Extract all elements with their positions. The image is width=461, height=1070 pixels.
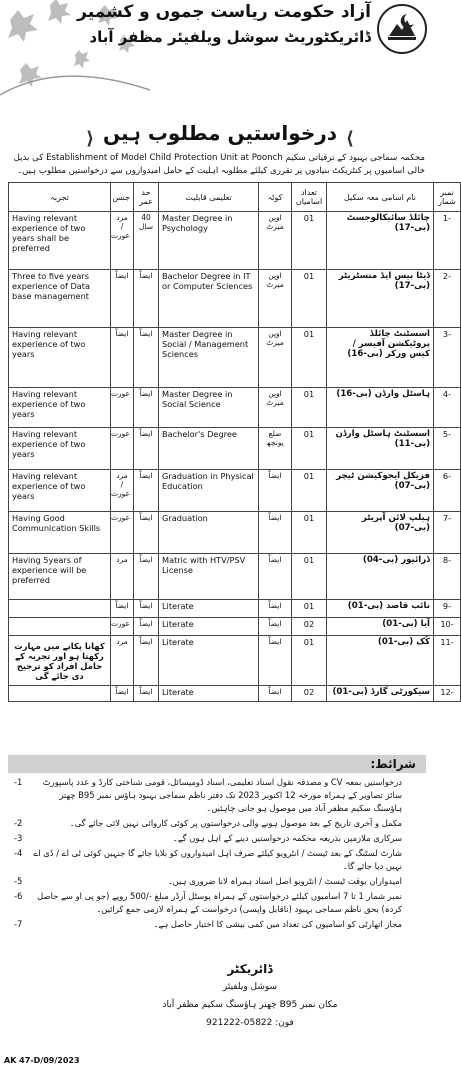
condition-item [8,817,426,830]
post-cell: ڈرائیور (بی-04) [327,554,434,600]
post-cell: ہاسٹل وارڈن (بی-16) [327,388,434,428]
condition-item [8,875,426,888]
experience-cell [9,686,111,702]
sex-cell: ایضاً [111,686,134,702]
header-post: نام اسامی معہ سکیل [327,183,434,212]
age-cell: ایضاً [134,618,159,636]
number-cell: 1- [434,212,461,270]
experience-cell: Having relevant experience of two years shall be preferred [9,212,111,270]
quota-cell: ایضاً [259,600,292,618]
experience-cell: Having 5years of experience will be preferred [9,554,111,600]
number-cell: 3- [434,328,461,388]
experience-cell: Having relevant experience of two years [9,470,111,512]
age-cell: ایضاً [134,470,159,512]
qualification-cell: Master Degree in Social Science [159,388,259,428]
table-row [9,470,461,512]
age-cell: ایضاً [134,270,159,328]
conditions-list [8,776,426,933]
experience-cell [9,600,111,618]
qualification-cell: Literate [159,686,259,702]
age-cell: ایضاً [134,428,159,470]
experience-cell: Having relevant experience of two years [9,428,111,470]
sex-cell: عورت [111,618,134,636]
experience-cell [9,618,111,636]
qualification-cell: Bachelor Degree in IT or Computer Sciences [159,270,259,328]
age-cell: ایضاً [134,388,159,428]
condition-number: -5 [14,876,23,886]
sex-cell: ایضاً [111,600,134,618]
number-cell: 9- [434,600,461,618]
table-row [9,428,461,470]
qualification-cell: Graduation in Physical Education [159,470,259,512]
condition-item [8,776,426,815]
qualification-cell: Literate [159,636,259,686]
table-row [9,600,461,618]
intro-paragraph: محکمہ سماجی بہبود کے ترقیاتی سکیم Establishment of Model Child Protection Unit at Poonch کی بذیل خالی اسامیوں پر کنٹریکٹ بنیادوں پر تقرری کیلئے مطلوبہ اہلیت کے حامل امیدواروں سے درخواستیں مطلوب ہیں۔ [13,153,425,176]
condition-number: -4 [14,848,23,858]
table-row [9,686,461,702]
condition-text: مکمل و آخری تاریخ کے بعد موصول ہونے والی درخواستوں پر کوئی کاروائی نہیں لائی جائے گی۔ [69,818,402,828]
age-cell: ایضاً [134,686,159,702]
ad-code: AK 47-D/09/2023 [4,1056,80,1065]
sex-cell: ایضاً [111,328,134,388]
post-cell: اسسٹنٹ ہاسٹل وارڈن (بی-11) [327,428,434,470]
count-cell: 01 [292,470,327,512]
quota-cell: اوپن میرٹ [259,270,292,328]
header-count: تعداد اسامیاں [292,183,327,212]
qualification-cell: Graduation [159,512,259,554]
quota-cell: ضلع پونچھ [259,428,292,470]
count-cell: 01 [292,428,327,470]
condition-text: سرکاری ملازمین بذریعہ محکمہ درخواستیں دینے کے اہل ہوں گے۔ [172,833,402,843]
count-cell: 01 [292,512,327,554]
number-cell: 2- [434,270,461,328]
quota-cell: اوپن میرٹ [259,212,292,270]
sex-cell: مرد [111,554,134,600]
sex-cell: مرد / عورت [111,212,134,270]
directorate-title: ڈائریکٹوریٹ سوشل ویلفیئر مظفر آباد [89,28,371,46]
qualification-cell: Bachelor's Degree [159,428,259,470]
table-row [9,388,461,428]
count-cell: 01 [292,328,327,388]
quota-cell: ایضاً [259,554,292,600]
post-cell: آیا (بی-01) [327,618,434,636]
post-cell: سیکورٹی گارڈ (بی-01) [327,686,434,702]
sex-cell: ایضاً [111,270,134,328]
banner-title: درخواستیں مطلوب ہیں [102,121,338,145]
condition-item [8,890,426,916]
condition-item [8,847,426,873]
condition-number: -6 [14,891,23,901]
condition-text: مجاز اتھارٹی کو اسامیوں کی تعداد میں کمی بیشی کا اختیار حاصل ہے۔ [153,919,402,929]
quota-cell: ایضاً [259,470,292,512]
quota-cell: ایضاً [259,512,292,554]
header-qualification: تعلیمی قابلیت [159,183,259,212]
sex-cell: عورت [111,428,134,470]
number-cell: 4- [434,388,461,428]
quota-cell: ایضاً [259,618,292,636]
table-row [9,636,461,686]
post-cell: نائب قاصد (بی-01) [327,600,434,618]
header-sex: جنس [111,183,134,212]
header-number: نمبر شمار [434,183,461,212]
count-cell: 01 [292,636,327,686]
count-cell: 01 [292,600,327,618]
post-cell: چائلڈ سائیکالوجسٹ (بی-17) [327,212,434,270]
age-cell: 40 سال [134,212,159,270]
experience-cell: کھانا پکانے میں مہارت رکھتا ہو اور تجربہ کے حامل افراد کو ترجیح دی جائے گی [9,636,111,686]
post-cell: فزیکل ایجوکیشن ٹیچر (بی-07) [327,470,434,512]
condition-item [8,918,426,931]
number-cell: 6- [434,470,461,512]
signatory-dept: سوشل ویلفیئر [222,982,278,992]
sex-cell: مرد / عورت [111,470,134,512]
signatory-title: ڈائریکٹر [227,962,273,976]
number-cell: 11- [434,636,461,686]
quota-cell: ایضاً [259,636,292,686]
count-cell: 01 [292,270,327,328]
header-age: حد عمر [134,183,159,212]
age-cell: ایضاً [134,512,159,554]
conditions-heading [8,755,426,773]
count-cell: 01 [292,388,327,428]
condition-item [8,832,426,845]
experience-cell: Three to five years experience of Data base management [9,270,111,328]
table-row [9,512,461,554]
condition-number: -2 [14,818,23,828]
experience-cell: Having relevant experience of two years [9,328,111,388]
signatory-phone: فون: 05822-921222 [206,1018,294,1028]
condition-number: -7 [14,919,23,929]
condition-text: درخواستیں بمعہ CV و مصدقہ نقول اسناد تعلیمی، اسناد ڈومیسائل، قومی شناختی کارڈ و عدد پاسپورٹ سائز تصاویر کے ہمراہ مورخہ 12 اکتوبر 2023 تک دفتر ناظم سماجی بہبود ہاؤس نمبر B95 چھتر ہاؤسنگ سکیم مظفر آباد میں موصول ہو جانی چاہئیں۔ [42,777,402,813]
count-cell: 02 [292,686,327,702]
header-quota: کوٹہ [259,183,292,212]
age-cell: ایضاً [134,600,159,618]
count-cell: 02 [292,618,327,636]
signatory-address: مکان نمبر B95 چھتر ہاؤسنگ سکیم مظفر آباد [162,1000,338,1010]
post-cell: ڈیٹا بیس ایڈ منسٹریٹر (بی-17) [327,270,434,328]
number-cell: 10- [434,618,461,636]
age-cell: ایضاً [134,554,159,600]
number-cell: 7- [434,512,461,554]
number-cell: 12- [434,686,461,702]
experience-cell: Having Good Communication Skills [9,512,111,554]
sex-cell: عورت [111,512,134,554]
count-cell: 01 [292,554,327,600]
quota-cell: ایضاً [259,686,292,702]
count-cell: 01 [292,212,327,270]
qualification-cell: Matric with HTV/PSV License [159,554,259,600]
qualification-cell: Literate [159,600,259,618]
condition-text: نمبر شمار 1 تا 7 اسامیوں کیلئے درخواستوں کے ہمراہ پوسٹل آرڈر مبلغ -/500 روپے (جو پی او سے حاصل کردہ) بحق ناظم سماجی بہبود (ناقابل واپسی) درخواست کے ہمراہ لازمی جمع کرائیں۔ [37,891,402,914]
condition-text: شارٹ لسٹنگ کے بعد ٹیسٹ / انٹرویو کیلئے صرف اہل امیدواروں کو بلایا جائے گا جنہیں کوئی ٹی اے / ڈی اے نہیں دیا جائے گا۔ [33,848,402,871]
table-row [9,270,461,328]
condition-number: -3 [14,833,23,843]
qualification-cell: Master Degree in Social / Management Sciences [159,328,259,388]
sex-cell: مرد [111,636,134,686]
age-cell: ایضاً [134,328,159,388]
header-experience: تجربہ [9,183,111,212]
quota-cell: اوپن میرٹ [259,328,292,388]
ornament-left-icon: ⟨ [86,128,95,149]
table-header-row [9,183,461,212]
table-row [9,212,461,270]
signature-block [150,960,350,1032]
number-cell: 5- [434,428,461,470]
condition-number: -1 [14,777,23,787]
experience-cell: Having relevant experience of two years [9,388,111,428]
post-cell: ہیلپ لائن آپریٹر (بی-07) [327,512,434,554]
table-row [9,618,461,636]
post-cell: کُک (بی-01) [327,636,434,686]
table-row [9,554,461,600]
state-emblem-logo [377,4,427,54]
conditions-title: شرائط: [370,757,416,771]
quota-cell: اوپن میرٹ [259,388,292,428]
number-cell: 8- [434,554,461,600]
qualification-cell: Master Degree in Psychology [159,212,259,270]
header [0,0,433,100]
ornament-right-icon: ⟩ [345,128,354,149]
table-row [9,328,461,388]
government-title: آزاد حکومت ریاست جموں و کشمیر [77,2,371,22]
qualification-cell: Literate [159,618,259,636]
vacancies-banner [86,118,354,149]
age-cell: ایضاً [134,636,159,686]
post-cell: اسسٹنٹ چائلڈ پروٹیکشن آفیسر / کیس ورکر (بی-16) [327,328,434,388]
condition-text: امیدواران بوقت ٹیسٹ / انٹرویو اصل اسناد ہمراہ لانا ضروری ہیں۔ [167,876,402,886]
sex-cell: عورت [111,388,134,428]
vacancies-table [8,182,461,702]
